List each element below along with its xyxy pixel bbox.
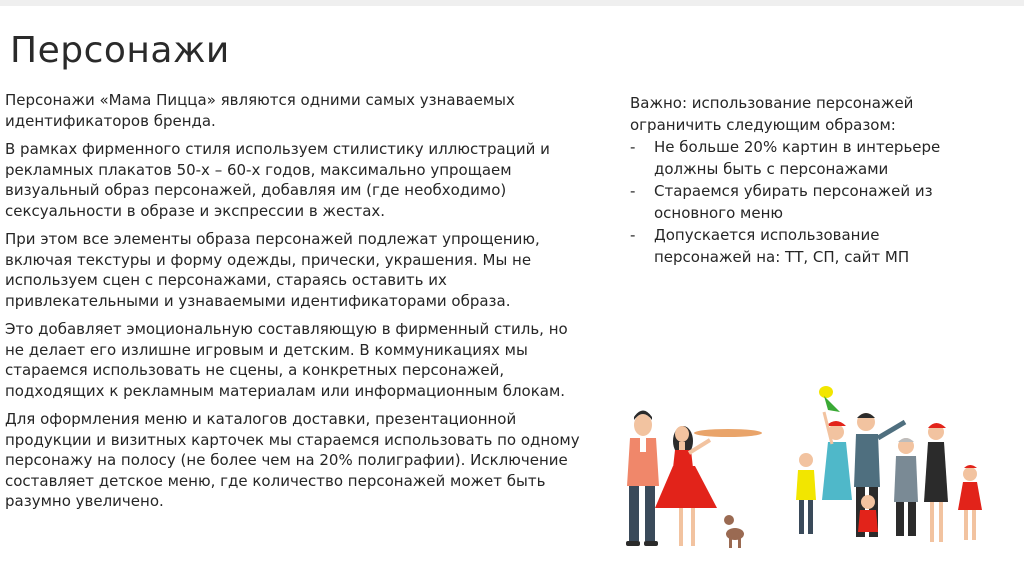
dog-figure bbox=[724, 515, 744, 548]
paragraph-brand-identity: Персонажи «Мама Пицца» являются одними самых узнаваемых идентификаторов бренда. bbox=[5, 91, 515, 130]
top-rule bbox=[0, 0, 1024, 6]
restriction-text: Допускается использование персонажей на: ТТ, СП, сайт МП bbox=[654, 226, 910, 266]
waiter-couple-illustration bbox=[625, 408, 770, 558]
mother-figure bbox=[822, 412, 852, 500]
restriction-item bbox=[630, 180, 980, 224]
restrictions-intro: Важно: использование персонажей ограничить следующим образом: bbox=[630, 94, 914, 134]
grandpa-figure bbox=[894, 438, 918, 536]
left-text-column bbox=[5, 90, 590, 520]
restriction-item bbox=[630, 136, 980, 180]
paragraph-emotion: Это добавляет эмоциональную составляющую в фирменный стиль, но не делает его излишне игровым и детским. В коммуникациях мы стараемся использовать не сцены, а конкретных персонажей, подходящих к рекламным материалам или информационным блокам. bbox=[5, 320, 568, 400]
restriction-text: Стараемся убирать персонажей из основного меню bbox=[654, 182, 933, 222]
girl-right-figure bbox=[958, 465, 982, 540]
parrot-figure bbox=[819, 386, 840, 412]
woman-right-figure bbox=[924, 423, 948, 542]
bullet-dash: - bbox=[630, 226, 636, 244]
bullet-dash: - bbox=[630, 138, 636, 156]
man-figure bbox=[626, 411, 659, 547]
family-group-illustration bbox=[780, 382, 1000, 554]
paragraph-menu-usage: Для оформления меню и каталогов доставки, презентационной продукции и визитных карточек мы стараемся использовать по одному персонажу на полосу (не более чем на 20% полиграфии). Исключение составляет детское меню, где количество персонажей может быть разумно увеличено. bbox=[5, 410, 580, 510]
waitress-figure bbox=[655, 426, 762, 546]
paragraph-style: В рамках фирменного стиля используем стилистику иллюстраций и рекламных плакатов 50-х – 60-х годов, максимально упрощаем визуальный образ персонажей, добавляя им (где необходимо) сексуальности в образе и экспрессии в жестах. bbox=[5, 140, 550, 220]
slide-title: Персонажи bbox=[10, 30, 230, 71]
restriction-item bbox=[630, 224, 980, 268]
bullet-dash: - bbox=[630, 182, 636, 200]
paragraph-simplification: При этом все элементы образа персонажей подлежат упрощению, включая текстуры и форму одежды, прически, украшения. Мы не используем сцен с персонажами, стараясь оставить их привлекательными и узнаваемыми идентификаторами образа. bbox=[5, 230, 540, 310]
restriction-text: Не больше 20% картин в интерьере должны быть с персонажами bbox=[654, 138, 941, 178]
restrictions-list bbox=[630, 136, 980, 268]
child-left-figure bbox=[796, 453, 816, 534]
right-text-column bbox=[630, 92, 980, 268]
